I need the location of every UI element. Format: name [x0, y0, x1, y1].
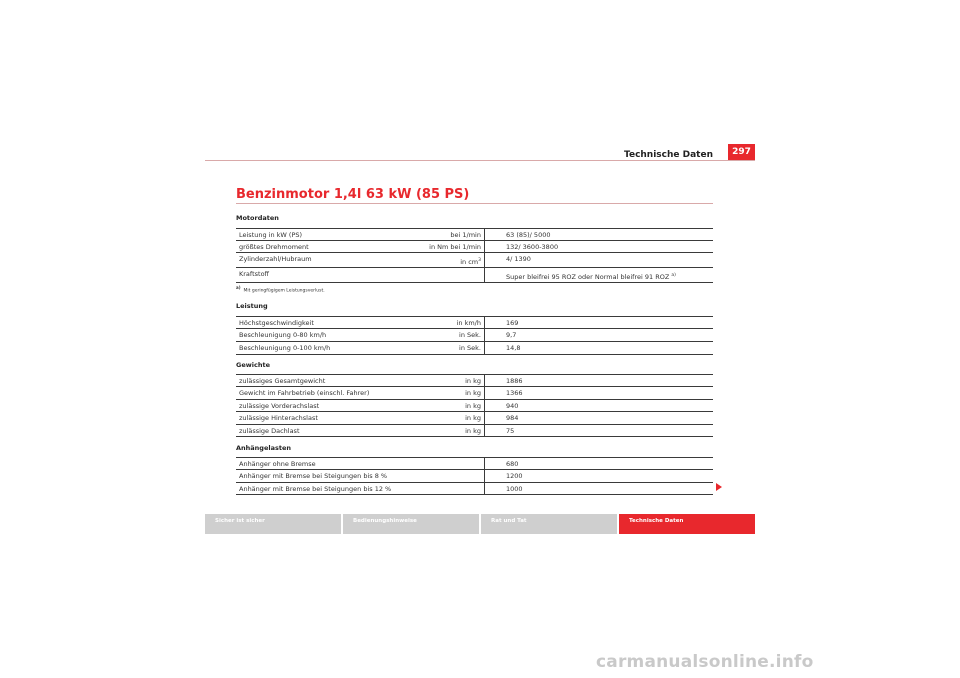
table-row	[236, 342, 713, 355]
row-value: Super bleifrei 95 ROZ oder Normal bleifrei 91 ROZ $^{a)}$	[506, 272, 676, 281]
table-row	[236, 458, 713, 470]
table-row	[236, 375, 713, 387]
row-value: 63 (85)/ 5000	[506, 230, 551, 239]
footnote-mark: a)	[236, 285, 241, 290]
row-unit	[392, 470, 484, 483]
table-row	[236, 425, 713, 437]
row-label: Höchstgeschwindigkeit	[239, 318, 314, 327]
row-unit: in $cm^3$	[460, 257, 481, 266]
row-label: Anhänger ohne Bremse	[239, 459, 316, 468]
row-unit: in kg	[465, 426, 481, 435]
row-value: 1366	[506, 389, 523, 397]
engine-heading: Motordaten	[236, 214, 279, 222]
table-row	[236, 387, 713, 400]
table-row	[236, 241, 713, 253]
footer-tab-technische-daten[interactable]: Technische Daten	[619, 514, 755, 534]
row-label: zulässige Hinterachslast	[239, 414, 318, 422]
row-value: 9,7	[506, 331, 517, 339]
row-label: zulässiges Gesamtgewicht	[239, 376, 326, 385]
table-row	[236, 229, 713, 241]
row-unit	[392, 483, 484, 495]
footer-nav	[205, 514, 755, 534]
footnote-text: Mit geringfügigem Leistungsverlust.	[243, 288, 325, 294]
row-label: Gewicht im Fahrbetrieb (einschl. Fahrer)	[239, 389, 370, 397]
row-value: 4/ 1390	[506, 255, 531, 263]
footnote	[236, 285, 325, 294]
table-row	[236, 317, 713, 329]
row-value: 1886	[506, 376, 523, 385]
weights-heading: Gewichte	[236, 361, 270, 369]
row-label: Zylinderzahl/Hubraum	[239, 255, 312, 263]
table-row	[236, 470, 713, 483]
row-label: Anhänger mit Bremse bei Steigungen bis 12 %	[239, 484, 392, 493]
row-label: Anhänger mit Bremse bei Steigungen bis 8 %	[239, 472, 388, 480]
section-title-divider	[236, 203, 713, 204]
row-value: 132/ 3600-3800	[506, 242, 559, 251]
row-unit: bei 1/min	[450, 230, 481, 239]
row-label: zulässige Dachlast	[239, 426, 300, 435]
performance-table	[236, 316, 713, 355]
row-value: 169	[506, 318, 519, 327]
table-row	[236, 400, 713, 412]
row-unit: in kg	[465, 414, 481, 422]
footer-tab-sicher-ist-sicher[interactable]: Sicher ist sicher	[205, 514, 341, 534]
row-unit: in Nm bei 1/min	[429, 242, 481, 251]
trailer-table	[236, 457, 713, 495]
row-unit: in kg	[465, 389, 481, 397]
next-page-arrow-icon[interactable]	[716, 483, 722, 491]
row-value: 940	[506, 401, 519, 410]
header-title: Technische Daten	[624, 150, 713, 160]
row-value: 75	[506, 426, 515, 435]
page-number: 297	[728, 144, 755, 160]
row-value: 14,8	[506, 344, 521, 352]
section-title: Benzinmotor 1,4l 63 kW (85 PS)	[236, 187, 470, 202]
engine-table	[236, 228, 713, 283]
table-row	[236, 483, 713, 495]
table-row	[236, 329, 713, 342]
row-unit: in Sek.	[459, 331, 481, 339]
row-unit: in kg	[465, 401, 481, 410]
row-value: 1200	[506, 472, 523, 480]
row-label: Kraftstoff	[239, 270, 270, 278]
row-unit	[392, 458, 484, 470]
table-row	[236, 253, 713, 268]
header-divider	[205, 160, 755, 161]
row-unit: in km/h	[456, 318, 481, 327]
performance-heading: Leistung	[236, 302, 268, 310]
row-value: 680	[506, 459, 519, 468]
trailer-heading: Anhängelasten	[236, 444, 291, 452]
table-row	[236, 268, 713, 283]
row-label: Beschleunigung 0-80 km/h	[239, 331, 327, 339]
table-row	[236, 412, 713, 425]
row-value: 984	[506, 414, 519, 422]
watermark: carmanualsonline.info	[596, 652, 814, 672]
row-unit	[392, 268, 484, 283]
footer-tab-rat-und-tat[interactable]: Rat und Tat	[481, 514, 617, 534]
footer-tab-bedienungshinweise[interactable]: Bedienungshinweise	[343, 514, 479, 534]
row-label: zulässige Vorderachslast	[239, 401, 320, 410]
row-label: Leistung in kW (PS)	[239, 230, 303, 239]
weights-table	[236, 374, 713, 437]
row-unit: in kg	[465, 376, 481, 385]
row-label: größtes Drehmoment	[239, 242, 309, 251]
row-value: 1000	[506, 484, 523, 493]
row-unit: in Sek.	[459, 344, 481, 352]
row-label: Beschleunigung 0-100 km/h	[239, 344, 331, 352]
